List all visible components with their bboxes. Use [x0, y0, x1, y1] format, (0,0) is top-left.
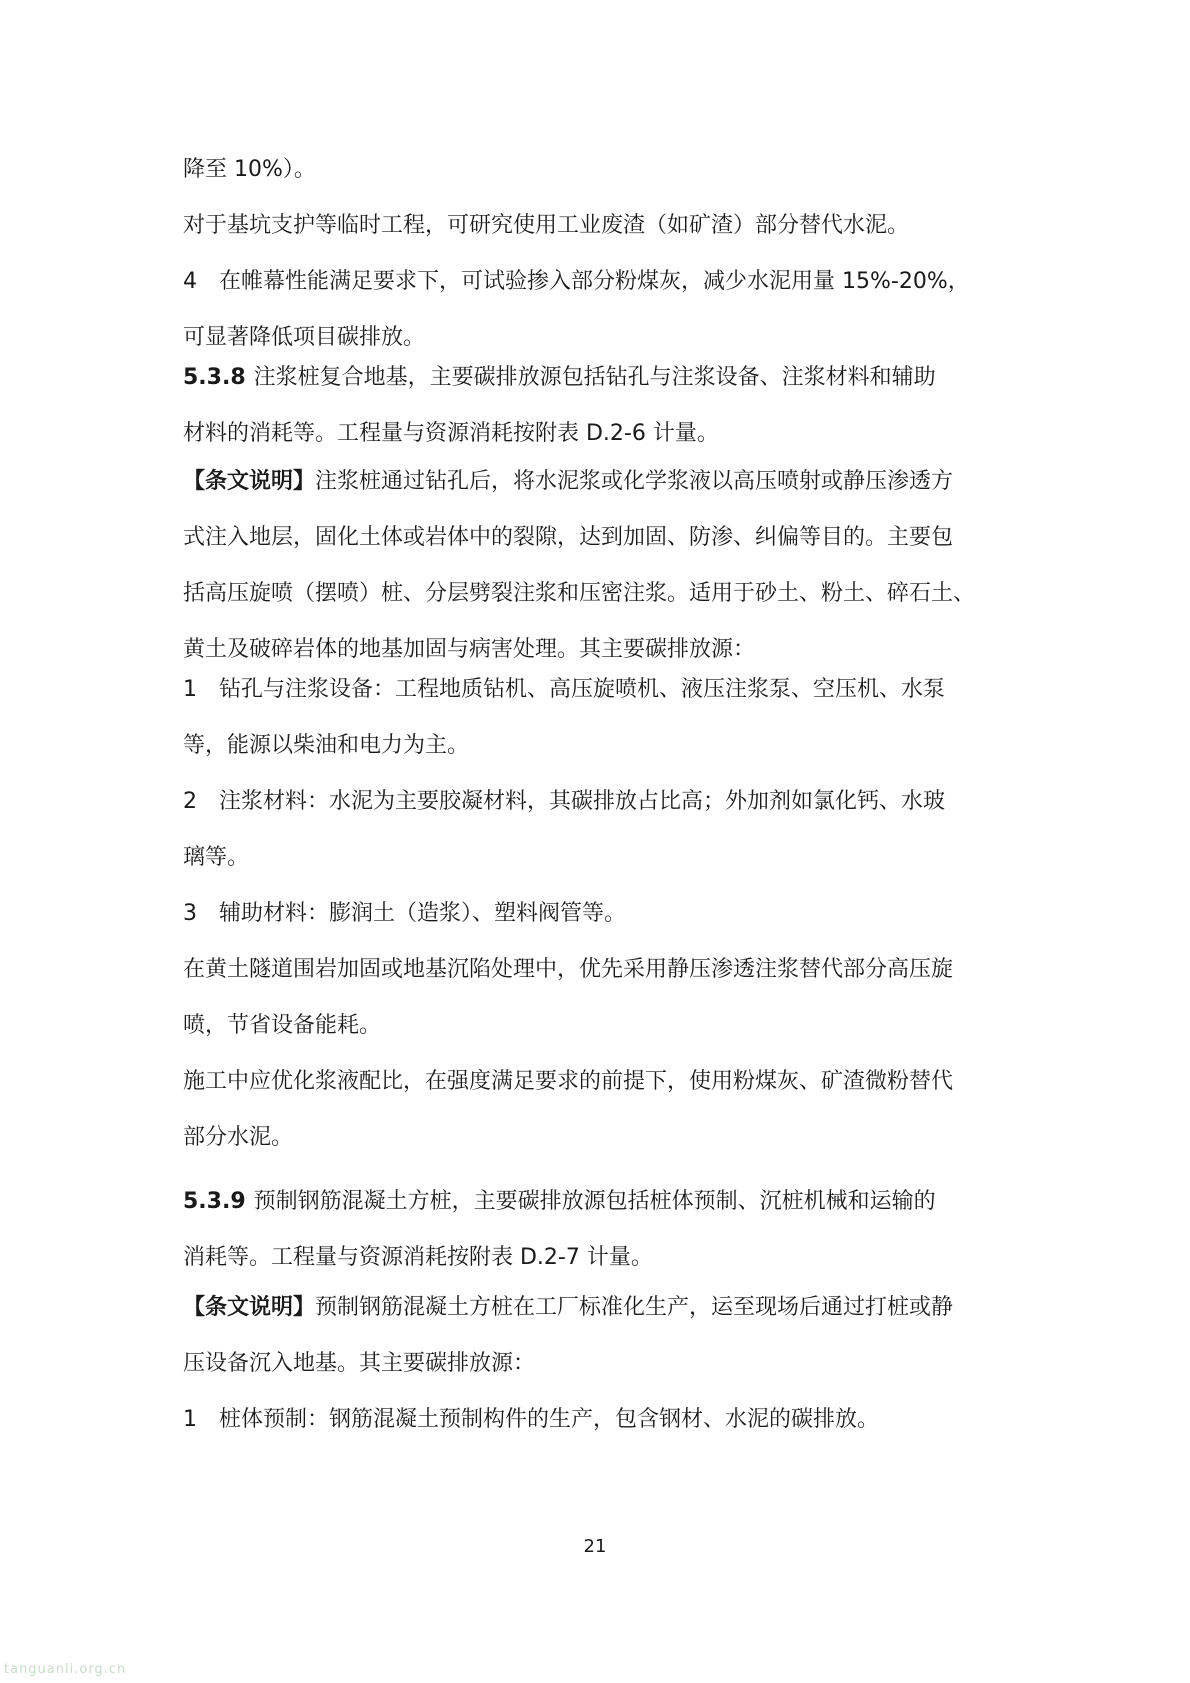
clause-line	[183, 350, 1013, 406]
text-line: 4 在帷幕性能满足要求下，可试验掺入部分粉煤灰，减少水泥用量 15%-20%，	[183, 269, 970, 294]
list-item: 璃等。	[183, 845, 250, 870]
clause-text: 消耗等。工程量与资源消耗按附表 D.2-7 计量。	[183, 1245, 653, 1270]
explanation-text: 括高压旋喷（摆喷）桩、分层劈裂注浆和压密注浆。适用于砂土、粉土、碎石土、	[183, 581, 976, 606]
text-line: 对于基坑支护等临时工程，可研究使用工业废渣（如矿渣）部分替代水泥。	[183, 213, 910, 238]
clause-text: 注浆桩复合地基，主要碳排放源包括钻孔与注浆设备、注浆材料和辅助	[253, 365, 936, 390]
intro-paragraph	[183, 142, 1013, 366]
explanation-text: 预制钢筋混凝土方桩在工厂标准化生产，运至现场后通过打桩或静	[315, 1295, 954, 1320]
clause-text: 材料的消耗等。工程量与资源消耗按附表 D.2-6 计量。	[183, 421, 719, 446]
text-line: 降至 10%）。	[183, 157, 316, 182]
text-line: 可显著降低项目碳排放。	[183, 325, 426, 350]
list-item: 部分水泥。	[183, 1125, 294, 1150]
list-item: 等，能源以柴油和电力为主。	[183, 733, 470, 758]
clause-number: 5.3.8	[183, 365, 246, 390]
list-item: 2 注浆材料：水泥为主要胶凝材料，其碳排放占比高；外加剂如氯化钙、水玻	[183, 789, 945, 814]
clause-5-3-8	[183, 350, 1013, 462]
explanation-text: 黄土及破碎岩体的地基加固与病害处理。其主要碳排放源：	[183, 637, 756, 662]
clause-5-3-9	[183, 1174, 1013, 1286]
list-item: 3 辅助材料：膨润土（造浆）、塑料阀管等。	[183, 901, 626, 926]
clause-line	[183, 1174, 1013, 1230]
explanation-5-3-8	[183, 454, 1013, 678]
page-number: 21	[583, 1536, 607, 1557]
list-item: 施工中应优化浆液配比，在强度满足要求的前提下，使用粉煤灰、矿渣微粉替代	[183, 1069, 954, 1094]
watermark: tanguanli.org.cn	[4, 1662, 127, 1677]
list-item: 1 桩体预制：钢筋混凝土预制构件的生产，包含钢材、水泥的碳排放。	[183, 1407, 879, 1432]
explanation-label: 【条文说明】	[183, 469, 316, 494]
list-item: 1 钻孔与注浆设备：工程地质钻机、高压旋喷机、液压注浆泵、空压机、水泵	[183, 677, 945, 702]
clause-text: 预制钢筋混凝土方桩，主要碳排放源包括桩体预制、沉桩机械和运输的	[253, 1189, 936, 1214]
explanation-line	[183, 454, 1013, 510]
explanation-5-3-9	[183, 1280, 1013, 1392]
list-item: 喷，节省设备能耗。	[183, 1013, 382, 1038]
explanation-label: 【条文说明】	[183, 1295, 316, 1320]
explanation-text: 压设备沉入地基。其主要碳排放源：	[183, 1351, 536, 1376]
clause-number: 5.3.9	[183, 1189, 246, 1214]
list-item: 在黄土隧道围岩加固或地基沉陷处理中，优先采用静压渗透注浆替代部分高压旋	[183, 957, 954, 982]
items-5-3-9	[183, 1392, 1013, 1448]
explanation-text: 式注入地层，固化土体或岩体中的裂隙，达到加固、防渗、纠偏等目的。主要包	[183, 525, 954, 550]
explanation-text: 注浆桩通过钻孔后，将水泥浆或化学浆液以高压喷射或静压渗透方	[315, 469, 954, 494]
explanation-line	[183, 1280, 1013, 1336]
items-5-3-8	[183, 662, 1013, 1166]
